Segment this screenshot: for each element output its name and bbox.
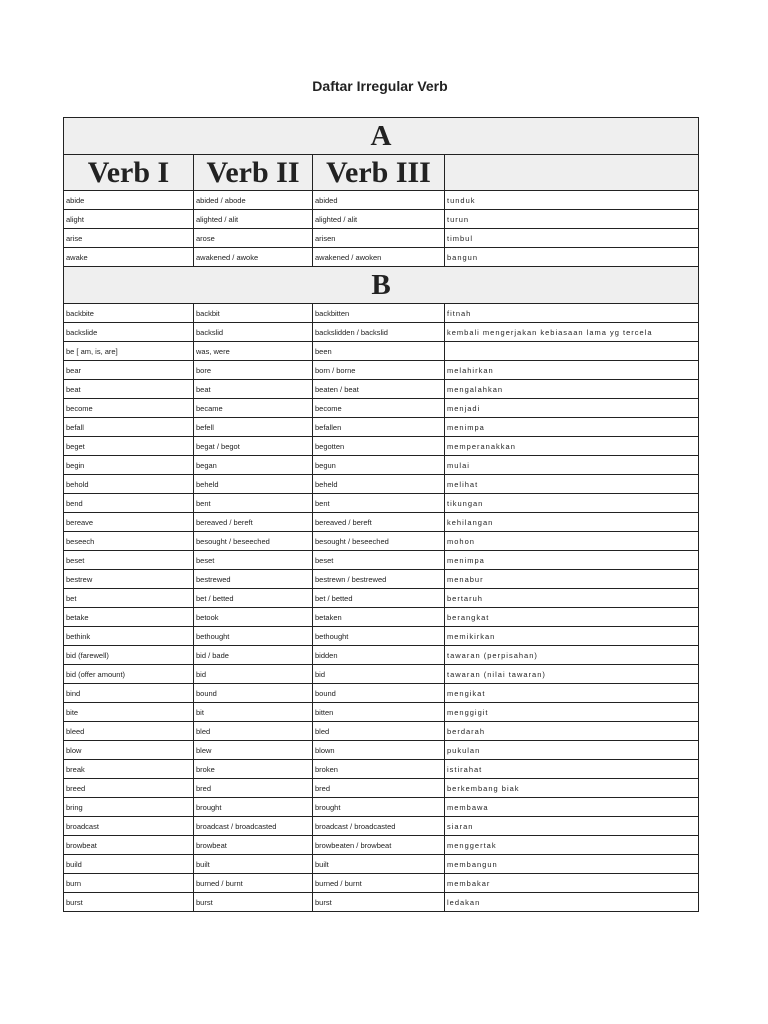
table-row xyxy=(64,779,699,798)
verb-2-cell: bred xyxy=(194,779,313,798)
verb-2-cell: betook xyxy=(194,608,313,627)
verb-3-cell: backbitten xyxy=(313,304,445,323)
verb-3-cell: bestrewn / bestrewed xyxy=(313,570,445,589)
column-header: Verb III xyxy=(313,155,445,191)
verb-1-cell: burst xyxy=(64,893,194,912)
table-row xyxy=(64,361,699,380)
verb-1-cell: bind xyxy=(64,684,194,703)
verb-1-cell: bereave xyxy=(64,513,194,532)
table-row xyxy=(64,836,699,855)
verb-1-cell: bleed xyxy=(64,722,194,741)
verb-2-cell: was, were xyxy=(194,342,313,361)
verb-1-cell: backbite xyxy=(64,304,194,323)
table-row xyxy=(64,855,699,874)
table-row xyxy=(64,380,699,399)
verb-2-cell: backslid xyxy=(194,323,313,342)
table-row xyxy=(64,665,699,684)
verb-2-cell: bound xyxy=(194,684,313,703)
table-row xyxy=(64,494,699,513)
verb-1-cell: befall xyxy=(64,418,194,437)
verb-1-cell: beset xyxy=(64,551,194,570)
verb-1-cell: betake xyxy=(64,608,194,627)
verb-1-cell: bear xyxy=(64,361,194,380)
meaning-cell: tunduk xyxy=(445,191,699,210)
verb-3-cell: befallen xyxy=(313,418,445,437)
table-row xyxy=(64,532,699,551)
verb-3-cell: been xyxy=(313,342,445,361)
verb-2-cell: built xyxy=(194,855,313,874)
verb-2-cell: began xyxy=(194,456,313,475)
meaning-cell: mulai xyxy=(445,456,699,475)
table-row xyxy=(64,513,699,532)
section-letter: A xyxy=(64,118,699,155)
meaning-cell: bangun xyxy=(445,248,699,267)
verb-1-cell: break xyxy=(64,760,194,779)
meaning-cell: mengikat xyxy=(445,684,699,703)
verb-3-cell: awakened / awoken xyxy=(313,248,445,267)
column-header-row xyxy=(64,155,699,191)
meaning-cell: bertaruh xyxy=(445,589,699,608)
verb-1-cell: broadcast xyxy=(64,817,194,836)
table-row xyxy=(64,399,699,418)
meaning-cell: melihat xyxy=(445,475,699,494)
meaning-cell: memperanakkan xyxy=(445,437,699,456)
meaning-cell: tikungan xyxy=(445,494,699,513)
verb-2-cell: broke xyxy=(194,760,313,779)
verb-3-cell: born / borne xyxy=(313,361,445,380)
verb-2-cell: brought xyxy=(194,798,313,817)
verb-3-cell: brought xyxy=(313,798,445,817)
meaning-cell: menimpa xyxy=(445,418,699,437)
verb-3-cell: become xyxy=(313,399,445,418)
meaning-cell: kehilangan xyxy=(445,513,699,532)
verb-3-cell: built xyxy=(313,855,445,874)
column-header: Verb I xyxy=(64,155,194,191)
table-row xyxy=(64,191,699,210)
meaning-cell: melahirkan xyxy=(445,361,699,380)
verb-2-cell: bit xyxy=(194,703,313,722)
table-row xyxy=(64,817,699,836)
verb-2-cell: alighted / alit xyxy=(194,210,313,229)
verb-3-cell: beset xyxy=(313,551,445,570)
verb-1-cell: bet xyxy=(64,589,194,608)
table-row xyxy=(64,722,699,741)
verb-3-cell: begun xyxy=(313,456,445,475)
verb-3-cell: backslidden / backslid xyxy=(313,323,445,342)
verb-2-cell: beheld xyxy=(194,475,313,494)
verb-1-cell: breed xyxy=(64,779,194,798)
verb-2-cell: burned / burnt xyxy=(194,874,313,893)
verb-3-cell: blown xyxy=(313,741,445,760)
verb-2-cell: begat / begot xyxy=(194,437,313,456)
table-row xyxy=(64,893,699,912)
verb-3-cell: bound xyxy=(313,684,445,703)
verb-2-cell: awakened / awoke xyxy=(194,248,313,267)
column-header: Verb II xyxy=(194,155,313,191)
verb-1-cell: build xyxy=(64,855,194,874)
table-row xyxy=(64,627,699,646)
column-header xyxy=(445,155,699,191)
meaning-cell: berkembang biak xyxy=(445,779,699,798)
verb-3-cell: bred xyxy=(313,779,445,798)
document-title: Daftar Irregular Verb xyxy=(312,78,448,94)
verb-3-cell: broken xyxy=(313,760,445,779)
verb-2-cell: befell xyxy=(194,418,313,437)
meaning-cell: turun xyxy=(445,210,699,229)
meaning-cell xyxy=(445,342,699,361)
meaning-cell: menjadi xyxy=(445,399,699,418)
table-row xyxy=(64,210,699,229)
verb-3-cell: bidden xyxy=(313,646,445,665)
verb-3-cell: bid xyxy=(313,665,445,684)
verb-1-cell: bend xyxy=(64,494,194,513)
table-row xyxy=(64,608,699,627)
meaning-cell: ledakan xyxy=(445,893,699,912)
table-row xyxy=(64,418,699,437)
verb-1-cell: behold xyxy=(64,475,194,494)
verb-3-cell: browbeaten / browbeat xyxy=(313,836,445,855)
meaning-cell: fitnah xyxy=(445,304,699,323)
verb-1-cell: burn xyxy=(64,874,194,893)
verb-3-cell: bent xyxy=(313,494,445,513)
verb-3-cell: bitten xyxy=(313,703,445,722)
meaning-cell: membawa xyxy=(445,798,699,817)
verb-1-cell: beseech xyxy=(64,532,194,551)
verb-2-cell: arose xyxy=(194,229,313,248)
verb-1-cell: be [ am, is, are] xyxy=(64,342,194,361)
table-row xyxy=(64,874,699,893)
table-row xyxy=(64,646,699,665)
verb-3-cell: bereaved / bereft xyxy=(313,513,445,532)
table-row xyxy=(64,798,699,817)
meaning-cell: menimpa xyxy=(445,551,699,570)
section-letter: B xyxy=(64,267,699,304)
verb-3-cell: broadcast / broadcasted xyxy=(313,817,445,836)
verb-2-cell: abided / abode xyxy=(194,191,313,210)
meaning-cell: menabur xyxy=(445,570,699,589)
table-row xyxy=(64,342,699,361)
verb-3-cell: burned / burnt xyxy=(313,874,445,893)
verb-1-cell: browbeat xyxy=(64,836,194,855)
verb-3-cell: abided xyxy=(313,191,445,210)
verb-2-cell: blew xyxy=(194,741,313,760)
meaning-cell: menggigit xyxy=(445,703,699,722)
table-row xyxy=(64,741,699,760)
verb-1-cell: arise xyxy=(64,229,194,248)
verb-3-cell: beaten / beat xyxy=(313,380,445,399)
verb-3-cell: arisen xyxy=(313,229,445,248)
meaning-cell: mengalahkan xyxy=(445,380,699,399)
verb-3-cell: bled xyxy=(313,722,445,741)
meaning-cell: kembali mengerjakan kebiasaan lama yg tercela xyxy=(445,323,699,342)
verb-2-cell: bid xyxy=(194,665,313,684)
meaning-cell: siaran xyxy=(445,817,699,836)
verb-2-cell: bestrewed xyxy=(194,570,313,589)
verb-3-cell: alighted / alit xyxy=(313,210,445,229)
table-row xyxy=(64,456,699,475)
verb-1-cell: bite xyxy=(64,703,194,722)
meaning-cell: tawaran (perpisahan) xyxy=(445,646,699,665)
verb-2-cell: beset xyxy=(194,551,313,570)
verb-1-cell: alight xyxy=(64,210,194,229)
table-row xyxy=(64,229,699,248)
verb-3-cell: bethought xyxy=(313,627,445,646)
section-letter-row xyxy=(64,267,699,304)
irregular-verb-table xyxy=(63,117,699,912)
verb-3-cell: bet / betted xyxy=(313,589,445,608)
verb-3-cell: burst xyxy=(313,893,445,912)
table-row xyxy=(64,589,699,608)
verb-3-cell: begotten xyxy=(313,437,445,456)
meaning-cell: memikirkan xyxy=(445,627,699,646)
table-row xyxy=(64,323,699,342)
table-row xyxy=(64,475,699,494)
verb-1-cell: blow xyxy=(64,741,194,760)
verb-2-cell: beat xyxy=(194,380,313,399)
verb-1-cell: backslide xyxy=(64,323,194,342)
verb-1-cell: bring xyxy=(64,798,194,817)
verb-2-cell: bent xyxy=(194,494,313,513)
verb-3-cell: besought / beseeched xyxy=(313,532,445,551)
verb-1-cell: beget xyxy=(64,437,194,456)
table-row xyxy=(64,248,699,267)
verb-1-cell: bestrew xyxy=(64,570,194,589)
table-row xyxy=(64,437,699,456)
section-letter-row xyxy=(64,118,699,155)
verb-1-cell: bethink xyxy=(64,627,194,646)
verb-1-cell: become xyxy=(64,399,194,418)
meaning-cell: membangun xyxy=(445,855,699,874)
table-row xyxy=(64,570,699,589)
table-row xyxy=(64,304,699,323)
verb-1-cell: awake xyxy=(64,248,194,267)
verb-1-cell: bid (offer amount) xyxy=(64,665,194,684)
table-row xyxy=(64,684,699,703)
meaning-cell: menggertak xyxy=(445,836,699,855)
meaning-cell: timbul xyxy=(445,229,699,248)
verb-2-cell: burst xyxy=(194,893,313,912)
verb-2-cell: besought / beseeched xyxy=(194,532,313,551)
verb-1-cell: begin xyxy=(64,456,194,475)
meaning-cell: mohon xyxy=(445,532,699,551)
verb-2-cell: browbeat xyxy=(194,836,313,855)
verb-2-cell: bid / bade xyxy=(194,646,313,665)
verb-2-cell: became xyxy=(194,399,313,418)
verb-table-body xyxy=(64,118,699,912)
meaning-cell: tawaran (nilai tawaran) xyxy=(445,665,699,684)
meaning-cell: pukulan xyxy=(445,741,699,760)
verb-1-cell: abide xyxy=(64,191,194,210)
verb-3-cell: betaken xyxy=(313,608,445,627)
verb-1-cell: beat xyxy=(64,380,194,399)
table-row xyxy=(64,703,699,722)
verb-3-cell: beheld xyxy=(313,475,445,494)
verb-2-cell: bled xyxy=(194,722,313,741)
verb-2-cell: bore xyxy=(194,361,313,380)
table-row xyxy=(64,551,699,570)
meaning-cell: istirahat xyxy=(445,760,699,779)
verb-2-cell: backbit xyxy=(194,304,313,323)
verb-1-cell: bid (farewell) xyxy=(64,646,194,665)
verb-2-cell: bet / betted xyxy=(194,589,313,608)
table-row xyxy=(64,760,699,779)
verb-2-cell: bethought xyxy=(194,627,313,646)
meaning-cell: berdarah xyxy=(445,722,699,741)
meaning-cell: berangkat xyxy=(445,608,699,627)
verb-2-cell: broadcast / broadcasted xyxy=(194,817,313,836)
meaning-cell: membakar xyxy=(445,874,699,893)
verb-2-cell: bereaved / bereft xyxy=(194,513,313,532)
